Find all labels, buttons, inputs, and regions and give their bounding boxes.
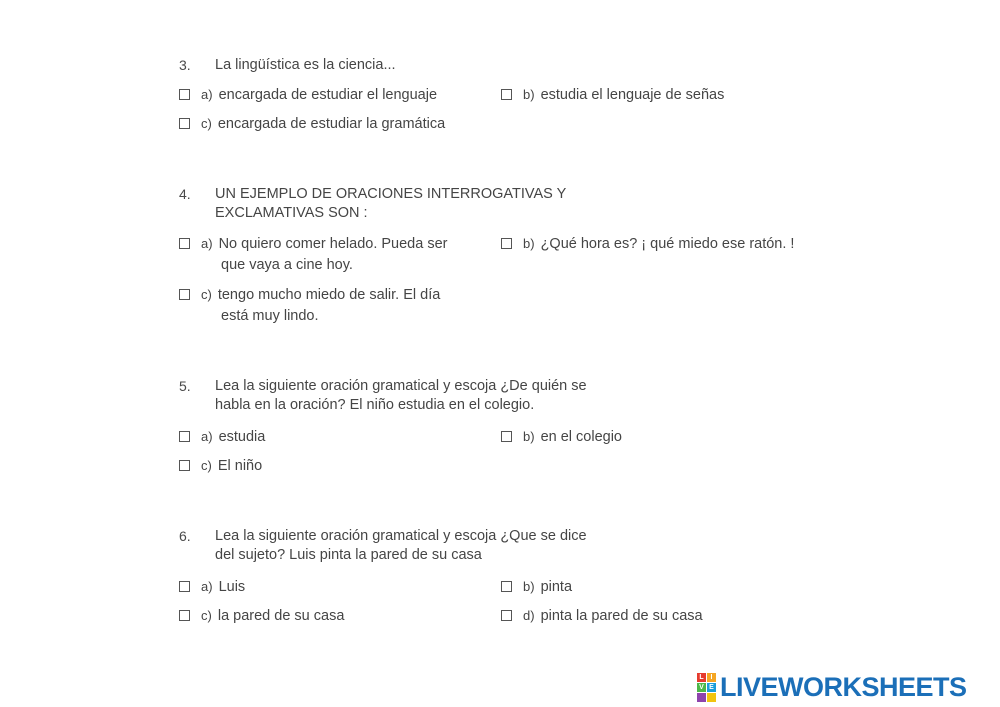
- checkbox[interactable]: [501, 610, 512, 621]
- option-d[interactable]: d) pinta la pared de su casa: [501, 605, 703, 627]
- question-number: 5.: [179, 378, 191, 394]
- option-b[interactable]: b) pinta: [501, 576, 572, 598]
- question-text: Lea la siguiente oración gramatical y escoja ¿De quién se habla en la oración? El niño estudia en el colegio.: [215, 378, 587, 413]
- checkbox[interactable]: [179, 431, 190, 442]
- option-c[interactable]: c) encargada de estudiar la gramática: [179, 113, 445, 135]
- checkbox[interactable]: [501, 238, 512, 249]
- checkbox[interactable]: [179, 118, 190, 129]
- liveworksheets-logo: [697, 671, 967, 703]
- checkbox[interactable]: [179, 289, 190, 300]
- question-text: UN EJEMPLO DE ORACIONES INTERROGATIVAS Y EXCLAMATIVAS SON :: [215, 186, 567, 221]
- option-c[interactable]: c) la pared de su casa: [179, 605, 344, 627]
- checkbox[interactable]: [179, 581, 190, 592]
- option-c[interactable]: c) El niño: [179, 455, 262, 477]
- option-a[interactable]: a) No quiero comer helado. Pueda ser que vaya a cine hoy.: [179, 233, 447, 276]
- checkbox[interactable]: [501, 581, 512, 592]
- question-number: 3.: [179, 57, 191, 73]
- checkbox[interactable]: [179, 238, 190, 249]
- logo-mark-icon: L I V E: [697, 673, 716, 702]
- option-a[interactable]: a) estudia: [179, 426, 265, 448]
- question-number: 6.: [179, 528, 191, 544]
- option-a[interactable]: a) encargada de estudiar el lenguaje: [179, 84, 437, 106]
- question-text: La lingüística es la ciencia...: [215, 57, 396, 73]
- question-number: 4.: [179, 186, 191, 202]
- option-b[interactable]: b) estudia el lenguaje de señas: [501, 84, 724, 106]
- question-text: Lea la siguiente oración gramatical y escoja ¿Que se dice del sujeto? Luis pinta la pared de su casa: [215, 528, 587, 563]
- checkbox[interactable]: [179, 460, 190, 471]
- option-b[interactable]: b) en el colegio: [501, 426, 622, 448]
- option-a[interactable]: a) Luis: [179, 576, 245, 598]
- option-c[interactable]: c) tengo mucho miedo de salir. El día está muy lindo.: [179, 284, 440, 327]
- checkbox[interactable]: [179, 610, 190, 621]
- logo-text: LIVEWORKSHEETS: [720, 671, 967, 702]
- option-b[interactable]: b) ¿Qué hora es? ¡ qué miedo ese ratón. !: [501, 233, 794, 255]
- checkbox[interactable]: [501, 89, 512, 100]
- checkbox[interactable]: [179, 89, 190, 100]
- checkbox[interactable]: [501, 431, 512, 442]
